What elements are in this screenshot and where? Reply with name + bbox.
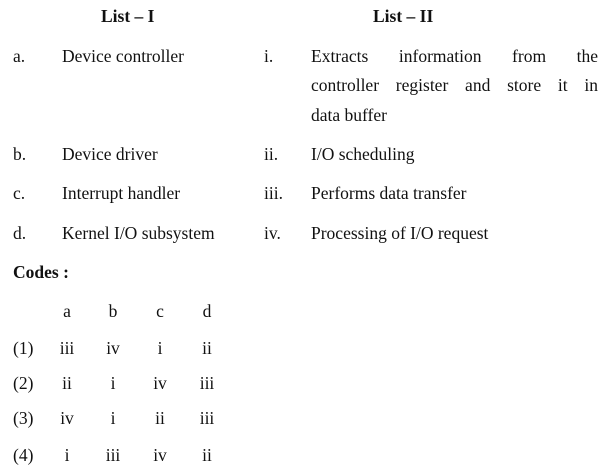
option-value: iii [59, 338, 75, 358]
option-value: iv [153, 445, 167, 465]
option-label: (2) [13, 373, 34, 393]
codes-column-label: b [108, 301, 118, 321]
codes-column-label: a [63, 301, 71, 321]
answer-option-row[interactable] [0, 338, 260, 360]
option-value: iii [105, 445, 121, 465]
list-2-description-line: controller register and store it in [311, 75, 598, 95]
list-2-description-line: Performs data transfer [311, 183, 467, 203]
list-2-description-line: Processing of I/O request [311, 223, 489, 243]
list-1-header: List – I [101, 6, 155, 26]
option-value: i [64, 445, 70, 465]
list-1-term: Device controller [62, 46, 184, 66]
option-value: iv [106, 338, 120, 358]
option-value: ii [155, 408, 165, 428]
list-2-numeral: i. [264, 46, 274, 66]
list-2-numeral: ii. [264, 144, 279, 164]
list-2-description-line: Extracts information from the [311, 46, 598, 66]
codes-column-label: c [156, 301, 164, 321]
list-1-term: Device driver [62, 144, 158, 164]
option-value: iv [153, 373, 167, 393]
answer-option-row[interactable] [0, 373, 260, 395]
list-2-numeral: iv. [264, 223, 281, 243]
list-1-letter: c. [13, 183, 26, 203]
list-2-description-line: data buffer [311, 105, 387, 125]
list-1-letter: a. [13, 46, 26, 66]
list-2-description-line: I/O scheduling [311, 144, 415, 164]
option-value: iii [199, 373, 215, 393]
option-value: i [110, 373, 116, 393]
codes-column-header-row [0, 301, 260, 323]
option-value: ii [202, 445, 212, 465]
codes-column-label: d [202, 301, 212, 321]
list-1-letter: d. [13, 223, 27, 243]
codes-title: Codes : [13, 262, 69, 282]
list-2-numeral: iii. [264, 183, 283, 203]
option-value: i [110, 408, 116, 428]
list-1-letter: b. [13, 144, 27, 164]
option-value: ii [62, 373, 72, 393]
option-label: (4) [13, 445, 34, 465]
list-1-term: Interrupt handler [62, 183, 181, 203]
option-value: iv [60, 408, 74, 428]
answer-option-row[interactable] [0, 408, 260, 430]
option-value: iii [199, 408, 215, 428]
option-label: (3) [13, 408, 34, 428]
list-1-term: Kernel I/O subsystem [62, 223, 215, 243]
list-2-header: List – II [373, 6, 434, 26]
option-label: (1) [13, 338, 34, 358]
option-value: i [157, 338, 163, 358]
option-value: ii [202, 338, 212, 358]
answer-option-row[interactable] [0, 445, 260, 467]
